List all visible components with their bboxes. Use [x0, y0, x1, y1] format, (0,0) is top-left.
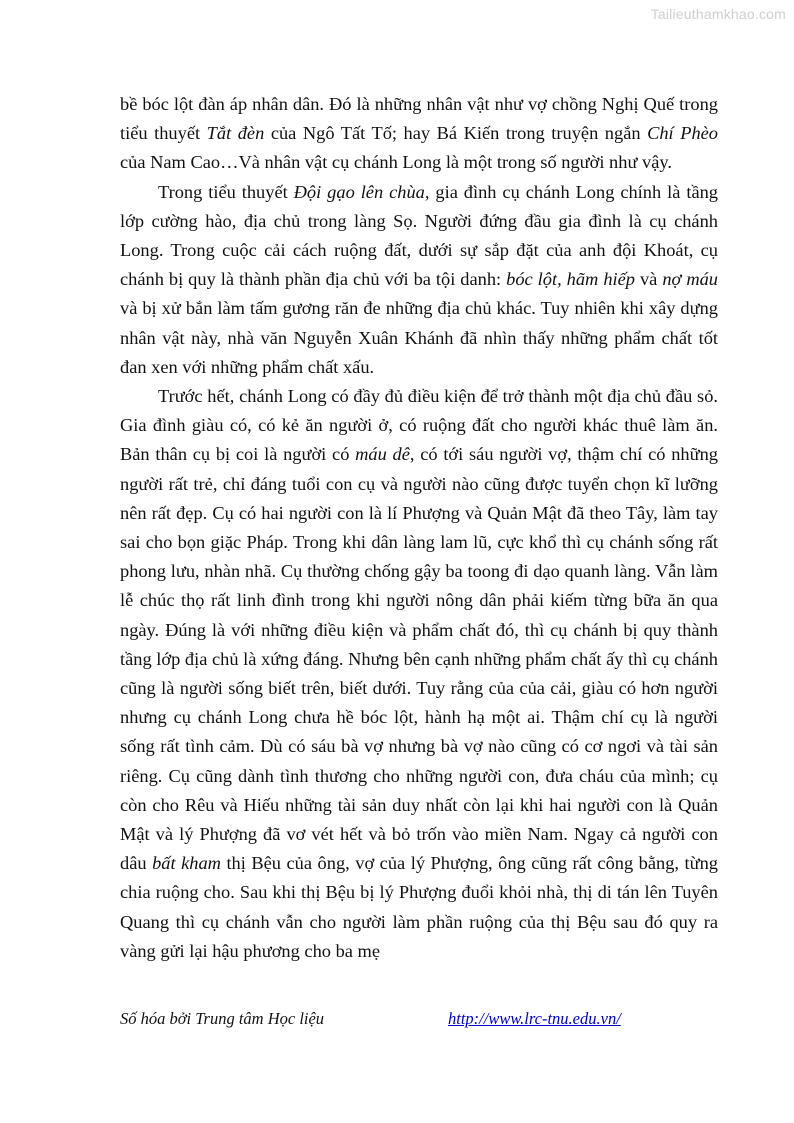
- text-run: Trong tiểu thuyết: [158, 181, 294, 202]
- paragraph-3: [120, 382, 718, 966]
- watermark: Tailieuthamkhao.com: [650, 6, 786, 22]
- italic-text: Chí Phèo: [647, 123, 718, 144]
- text-run: và: [635, 269, 663, 290]
- italic-text: Đội gạo lên chùa,: [293, 181, 430, 202]
- paragraph-2: [120, 178, 718, 382]
- paragraph-1: [120, 90, 718, 178]
- text-run: của Ngô Tất Tố; hay Bá Kiến trong truyện ngắn: [264, 123, 648, 144]
- text-run: và bị xử bắn làm tấm gương răn đe những địa chủ khác. Tuy nhiên khi xây dựng nhân vật này, nhà văn Nguyễn Xuân Khánh đã nhìn thấy những phẩm chất tốt đan xen với những phẩm chất xấu.: [120, 298, 718, 377]
- text-run: , có tới sáu người vợ, thậm chí có những người rất trẻ, chỉ đáng tuổi con cụ và người nào cũng được tuyển chọn kĩ lưỡng nên rất đẹp. Cụ có hai người con là lí Phượng và Quản Mật đã theo Tây, làm tay sai cho bọn giặc Pháp. Trong khi dân làng lam lũ, cực khổ thì cụ chánh sống rất phong lưu, nhàn nhã. Cụ thường chống gậy ba toong đi dạo quanh làng. Vẫn làm lễ chúc thọ rất linh đình trong khi người nông dân phải kiếm từng bữa ăn qua ngày. Đúng là với những điều kiện và phẩm chất đó, thì cụ chánh bị quy thành tầng lớp địa chủ là xứng đáng. Nhưng bên cạnh những phẩm chất ấy thì cụ chánh cũng là người sống biết trên, biết dưới. Tuy rằng của của cải, giàu có hơn người nhưng cụ chánh Long chưa hề bóc lột, hành hạ một ai. Thậm chí cụ là người sống rất tình cảm. Dù có sáu bà vợ nhưng bà vợ nào cũng có cơ ngơi và tài sản riêng. Cụ cũng dành tình thương cho những người con, đưa cháu của mình; cụ còn cho Rêu và Hiếu những tài sản duy nhất còn lại khi hai người con là Quản Mật và lý Phượng đã vơ vét hết và bỏ trốn vào miền Nam. Ngay cả người con dâu: [120, 444, 718, 874]
- text-run: gia đình cụ chánh Long chính là tầng lớp cường hào, địa chủ trong làng Sọ. Người đứng đầu gia đình là cụ chánh Long. Trong cuộc cải cách ruộng đất, dưới sự sắp đặt của anh đội Khoát, cụ chánh bị quy là thành phần địa chủ với ba tội danh:: [120, 181, 718, 290]
- text-run: Trước hết, chánh Long có đầy đủ điều kiện để trở thành một địa chủ đầu sỏ. Gia đình giàu có, có kẻ ăn người ở, có ruộng đất cho người khác thuê làm ăn. Bản thân cụ bị coi là người có: [120, 386, 718, 465]
- page-body: [120, 90, 718, 966]
- italic-text: Tắt đèn: [206, 123, 265, 144]
- text-run: bề bóc lột đàn áp nhân dân. Đó là những nhân vật như vợ chồng Nghị Quế trong tiểu thuyết: [120, 94, 718, 144]
- italic-text: nợ máu: [662, 269, 718, 290]
- text-run: thị Bệu của ông, vợ của lý Phượng, ông cũng rất công bằng, từng chia ruộng cho. Sau khi thị Bệu bị lý Phượng đuổi khỏi nhà, thị di tán lên Tuyên Quang thì cụ chánh vẫn cho người làm phần ruộng của thị Bệu sau đó quy ra vàng gửi lại hậu phương cho ba mẹ: [120, 853, 719, 961]
- italic-text: máu dê: [355, 444, 410, 465]
- footer-link[interactable]: http://www.lrc-tnu.edu.vn/: [448, 1009, 621, 1028]
- footer-credit: Số hóa bởi Trung tâm Học liệu: [120, 1009, 325, 1028]
- italic-text: bóc lột, hãm hiếp: [506, 269, 635, 290]
- italic-text: bất kham: [152, 853, 221, 874]
- text-run: của Nam Cao…Và nhân vật cụ chánh Long là một trong số người như vậy.: [120, 152, 672, 173]
